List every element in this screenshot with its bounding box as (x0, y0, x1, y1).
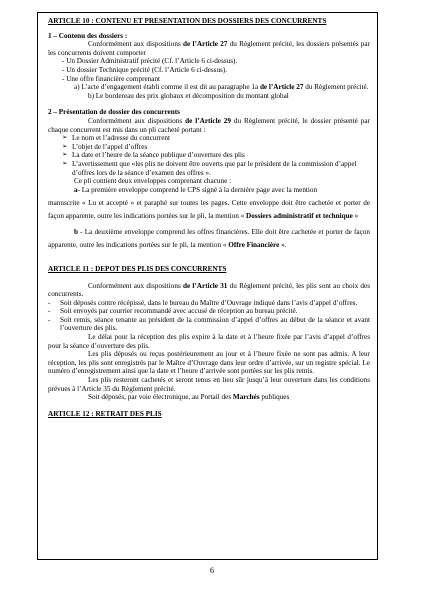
text-bold: Marchés (232, 393, 260, 402)
section-2-title: 2 – Présentation de dossier des concurrents (48, 108, 180, 117)
text: La première enveloppe comprend le CPS signé à la dernière page avec la mention (80, 185, 318, 194)
bullet-icon: ➢ (62, 159, 68, 167)
list-item: - Une offre financière comprenant (62, 74, 161, 83)
article-11-paragraph: Les plis déposés ou reçus postérieurement au jour et à l’heure fixée ne sont pas admis. A leur réception, les plis sont enregistrés par le Maître d’Ouvrage dans leur ordre d’arrivée, sur un registre spécial. Le numéro d’enregistrement ainsi que la date et l’heure d’arrivée sont portées sur les plis remis. (48, 350, 370, 376)
item-letter: a- (74, 185, 80, 194)
text: L’avertissement que «les plis ne doivent être ouverts que par le président de la commission d’appel d’offres lors de la séance d’examen des offres ». (72, 159, 357, 177)
list-item: - Un Dossier Administratif précité (Cf. l’Article 6 ci-dessus). (62, 57, 238, 66)
list-item: - Un dossier Technique précité (Cf. l’Article 6 ci-dessus). (62, 65, 228, 74)
dash-item (48, 316, 370, 333)
article-11-paragraph: Les plis resteront cachetés et seront tenus en lieu sûr jusqu’à leur ouverture dans les conditions prévues à l’Article 35 du Règlement précité. (48, 376, 370, 393)
dash-item (48, 307, 370, 316)
article-11-paragraph (48, 393, 370, 402)
article-11-intro (48, 282, 370, 299)
text: a) L’acte d’engagement établi comme il est dit au paragraphe 1a (74, 83, 260, 92)
text: publiques (259, 393, 290, 402)
section-1-title: 1 – Contenu des dossiers : (48, 31, 128, 40)
text: Conformément aux dispositions (88, 40, 184, 49)
dash-icon: - (48, 307, 51, 316)
envelope-a-text (48, 197, 370, 222)
text: Le nom et l’adresse du concurrent (72, 134, 170, 143)
section-2-intro (48, 117, 370, 134)
bullet-item (48, 134, 370, 143)
text: » (352, 211, 359, 220)
text: Soit remis, séance tenante au président de la commission d’appel d’offres au début de la séance et avant l’ouverture des plis. (60, 315, 370, 333)
dash-icon: - (48, 298, 51, 307)
text: Soit déposés, par voie électronique, au Portail des (88, 393, 233, 402)
text: du Règlement précité, les dossiers présentés par les concurrents doivent comporter (48, 40, 370, 57)
text: manuscrite « Lu et accepté » et paraphé sur toutes les pages. Cette enveloppe doit être cachetée et porter de façon apparente, outre les indications portées sur le pli, la mention « (48, 199, 370, 220)
article-ref: de l’Article 27 (183, 40, 228, 49)
bullet-icon: ➢ (62, 142, 68, 150)
article-11-title: ARTICLE 11 : DEPOT DES PLIS DES CONCURRENTS (48, 264, 227, 273)
text: ». (279, 240, 287, 249)
text: Soit déposés contre récépissé, dans le bureau du Maître d’Ouvrage indiqué dans l’avis d’appel d’offres. (60, 298, 358, 307)
bullet-icon: ➢ (62, 134, 68, 142)
dash-item (48, 299, 370, 308)
dash-icon: - (48, 315, 51, 324)
section-1-intro (48, 40, 370, 57)
sub-item-a (48, 83, 370, 92)
text: Soit envoyés par courrier recommandé avec accusé de réception au bureau précité. (60, 307, 298, 316)
text: Conformément aux dispositions (88, 281, 183, 290)
document-body (48, 17, 370, 418)
text: du Règlement précité, le dossier présenté par chaque concurrent est mis dans un pli cacheté portant : (48, 116, 370, 134)
envelope-a-line (48, 186, 370, 195)
text: La date et l’heure de la séance publique d’ouverture des plis (72, 151, 245, 160)
item-letter: b (74, 228, 78, 237)
article-12-title: ARTICLE 12 : RETRAIT DES PLIS (48, 409, 162, 418)
text: du Règlement précité. (303, 83, 369, 92)
bullet-item (48, 160, 370, 177)
envelope-intro: Ce pli contient deux enveloppes comprenant chacune : (74, 177, 232, 186)
article-ref: de l’Article 31 (182, 281, 228, 290)
text: - La deuxième enveloppe comprend les offres financières. Elle doit être cachetée et porter de façon apparente, outre les indications portées sur le pli, la mention « (48, 228, 370, 249)
mention: Dossiers administratif et technique (246, 211, 353, 220)
article-10-title: ARTICLE 10 : CONTENU ET PRESENTATION DES DOSSIERS DES CONCURRENTS (48, 17, 327, 25)
envelope-b-text (48, 226, 370, 251)
mention: Offre Financière (228, 240, 280, 249)
bullet-item (48, 143, 370, 152)
bullet-icon: ➢ (62, 151, 68, 159)
bullet-item (48, 151, 370, 160)
article-11-paragraph: Le délai pour la réception des plis expire à la date et à l’heure fixée par l’avis d’appel d’offres pour la séance d’ouverture des plis. (48, 333, 370, 350)
text: du Règlement précité, les plis sont au choix des concurrents. (48, 281, 370, 299)
text: Conformément aux dispositions (88, 116, 186, 125)
page-number: 6 (210, 566, 214, 575)
sub-item-b: b) Le bordereau des prix globaux et décomposition du montant global (88, 91, 289, 100)
text: L’objet de l’appel d’offres (72, 142, 148, 151)
article-ref: de l’Article 27 (259, 83, 304, 92)
article-ref: de l’Article 29 (185, 116, 231, 125)
